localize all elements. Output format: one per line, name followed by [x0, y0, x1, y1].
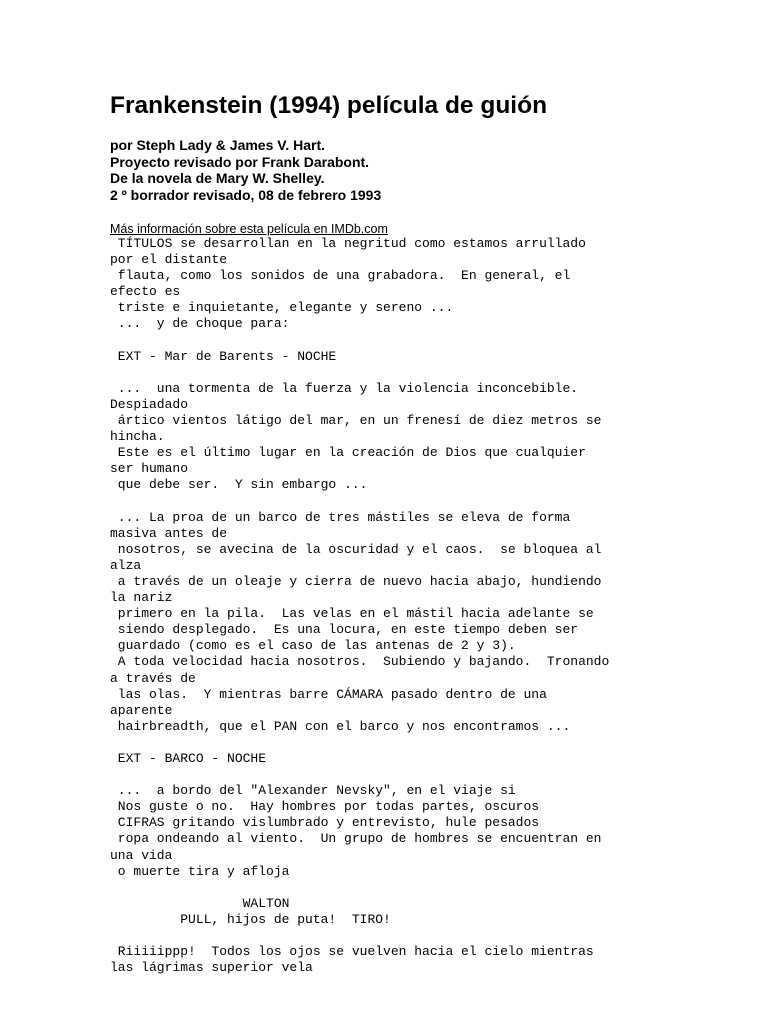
script-line: las lágrimas superior vela: [110, 960, 313, 976]
script-line: [110, 333, 670, 349]
script-line: masiva antes de: [110, 525, 228, 541]
credit-line: De la novela de Mary W. Shelley.: [110, 170, 325, 186]
script-line: EXT - Mar de Barents - NOCHE: [110, 348, 337, 364]
script-line: ... y de choque para:: [110, 316, 290, 332]
credits-block: [110, 137, 381, 203]
script-line: EXT - BARCO - NOCHE: [110, 751, 267, 766]
script-line: la nariz: [110, 590, 173, 606]
script-line: guardado (como es el caso de las antenas de 2 y 3).: [110, 638, 516, 654]
script-line: ser humano: [110, 461, 189, 477]
script-line: a través de un oleaje y cierra de nuevo hacia abajo, hundiendo: [110, 573, 602, 589]
screenplay-text: [110, 236, 670, 976]
script-line: o muerte tira y afloja: [110, 863, 290, 879]
script-line: hairbreadth, que el PAN con el barco y nos encontramos ...: [110, 718, 571, 734]
script-line: [110, 928, 670, 944]
script-line: WALTON: [110, 895, 290, 911]
script-line: Este es el último lugar en la creación de Dios que cualquier: [110, 445, 586, 461]
script-line: ... La proa de un barco de tres mástiles se eleva de forma: [110, 509, 571, 525]
script-line: A toda velocidad hacia nosotros. Subiendo y bajando. Tronando: [110, 654, 610, 670]
credit-line: Proyecto revisado por Frank Darabont.: [110, 153, 370, 170]
script-line: flauta, como los sonidos de una grabadora. En general, el: [110, 268, 571, 284]
script-line: [110, 735, 670, 751]
script-line: [110, 494, 670, 510]
script-line: [110, 880, 670, 896]
script-line: que debe ser. Y sin embargo ...: [110, 477, 368, 493]
script-line: a través de: [110, 670, 196, 686]
script-line: aparente: [110, 702, 173, 718]
script-line: primero en la pila. Las velas en el mástil hacia adelante se: [110, 606, 594, 622]
script-line: alza: [110, 557, 142, 573]
script-line: por el distante: [110, 252, 228, 268]
script-line: siendo desplegado. Es una locura, en este tiempo deben ser: [110, 622, 579, 638]
imdb-link[interactable]: Más información sobre esta película en IMDb.com: [110, 222, 388, 236]
script-line: hincha.: [110, 429, 165, 445]
script-line: ártico vientos látigo del mar, en un frenesí de diez metros se: [110, 413, 602, 429]
script-line: las olas. Y mientras barre CÁMARA pasado dentro de una: [110, 686, 547, 702]
script-line: Nos guste o no. Hay hombres por todas partes, oscuros: [110, 799, 540, 815]
script-line: ... a bordo del "Alexander Nevsky", en el viaje si: [110, 783, 516, 799]
script-line: ropa ondeando al viento. Un grupo de hombres se encuentran en: [110, 831, 602, 847]
script-line: triste e inquietante, elegante y sereno ...: [110, 300, 454, 316]
script-line: efecto es: [110, 284, 181, 300]
script-line: ... una tormenta de la fuerza y la violencia inconcebible.: [110, 380, 579, 396]
script-line: CIFRAS gritando vislumbrado y entrevisto, hule pesados: [110, 815, 540, 831]
script-line: una vida: [110, 847, 173, 863]
script-line: [110, 365, 670, 381]
credit-line: 2 º borrador revisado, 08 de febrero 1993: [110, 186, 382, 203]
script-line: [110, 767, 670, 783]
script-line: Despiadado: [110, 396, 189, 412]
script-line: PULL, hijos de puta! TIRO!: [110, 911, 391, 927]
page-title: Frankenstein (1994) película de guión: [110, 92, 548, 119]
script-line: nosotros, se avecina de la oscuridad y el caos. se bloquea al: [110, 541, 602, 557]
script-line: TÍTULOS se desarrollan en la negritud como estamos arrullado: [110, 236, 586, 251]
credit-line: por Steph Lady & James V. Hart.: [110, 137, 325, 153]
script-line: Riiiiippp! Todos los ojos se vuelven hacia el cielo mientras: [110, 944, 594, 960]
